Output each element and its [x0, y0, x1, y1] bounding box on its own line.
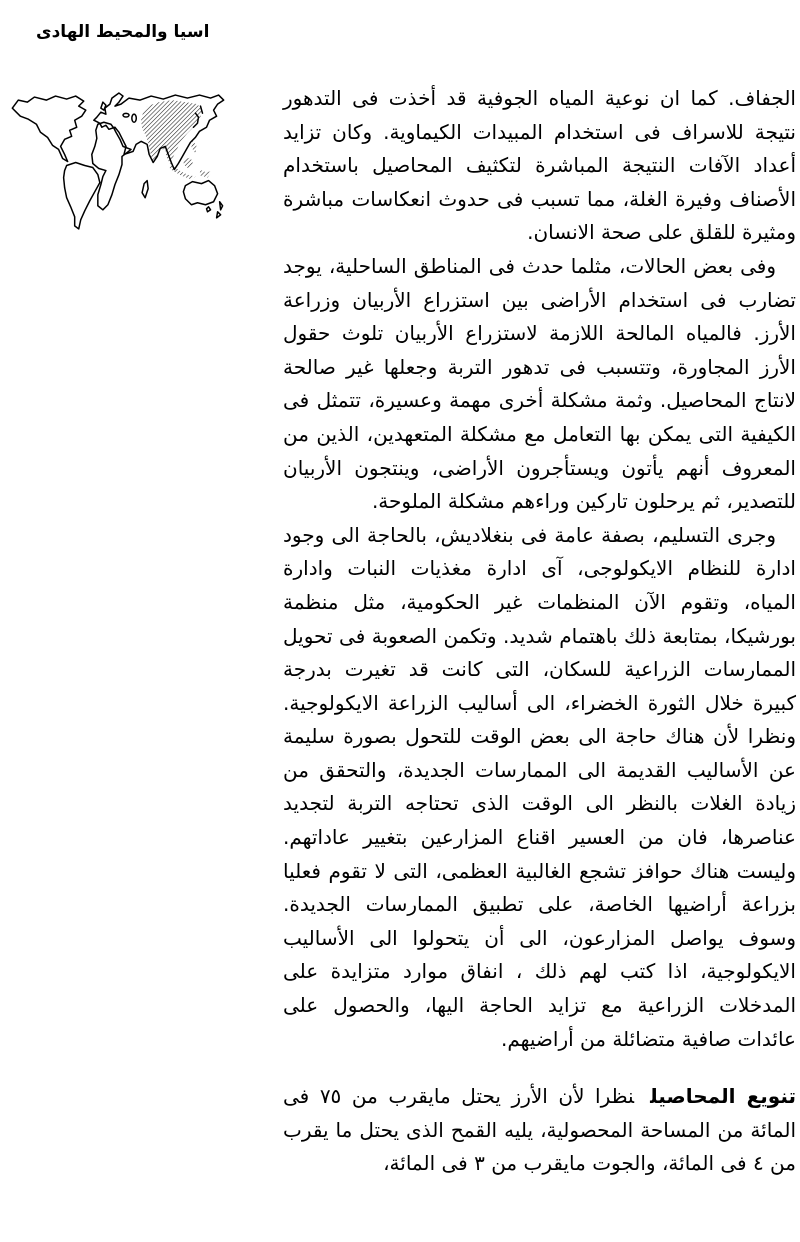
article-body — [283, 82, 796, 1181]
british-isles-outline — [101, 102, 106, 110]
australia-outline — [183, 181, 217, 205]
africa-outline — [92, 122, 131, 210]
paragraph-coastal-land-use: وفى بعض الحالات، مثلما حدث فى المناطق الساحلية، يوجد تضارب فى استخدام الأراضى بين استزراع الأربيان وزراعة الأرز. فالمياه المالحة اللازمة لاستزراع الأربيان تلوث حقول الأرز المجاورة، وتتسبب فى تدهور التربة وجعلها غير صالحة لانتاج المحاصيل. وثمة مشكلة أخرى مهمة وعسيرة، تتمثل فى الكيفية التى يمكن بها التعامل مع مشكلة المتعهدين، الذين من المعروف أنهم يأتون ويستأجرون الأراضى، وينتجون الأربيان للتصدير، ثم يرحلون تاركين وراءهم مشكلة الملوحة. — [283, 253, 796, 514]
new-zealand-outline — [217, 202, 223, 218]
south-america-outline — [64, 162, 100, 228]
section-text: نظرا لأن الأرز يحتل مايقرب من ٧٥ فى المائة من المساحة المحصولية، يليه القمح الذى يحتل ما يقرب من ٤ فى المائة، والجوت مايقرب من ٣ فى المائة، — [283, 1084, 796, 1176]
caspian-sea-outline — [132, 114, 136, 122]
madagascar-outline — [142, 181, 148, 198]
paragraph-ecosystem-management: وجرى التسليم، بصفة عامة فى بنغلاديش، بالحاجة الى وجود ادارة للنظام الايكولوجى، آى ادارة مغذيات النبات وادارة المياه، وتقوم الآن المنظمات غير الحكومية، مثل منظمة بورشيكا، بمتابعة ذلك باهتمام شديد. وتكمن الصعوبة فى تحويل الممارسات الزراعية للسكان، التى كانت قد تغيرت بدرجة كبيرة خلال الثورة الخضراء، الى أساليب الزراعة الايكولوجية. ونظرا لأن هناك حاجة الى بعض الوقت للتحول بصورة سليمة عن الأساليب القديمة الى الممارسات الجديدة، والتحقق من زيادة الغلات بالنظر الى الوقت الذى تحتاجه التربة لتجديد عناصرها، فان من العسير اقناع المزارعين بتغيير عاداتهم. وليست هناك حوافز تشجع الغالبية العظمى، التى لا تقوم فعليا بزراعة أراضيها الخاصة، على تطبيق الممارسات الجديدة. وسوف يواصل المزارعون، الى أن يتحولوا الى الأساليب الايكولوجية، اذا كتب لهم ذلك ، انفاق موارد متزايدة على المدخلات الزراعية مع تزايد الحاجة اليها، والحصول على عائدات صافية متضائلة من أراضيهم. — [283, 522, 796, 1051]
section-heading: تنويع المحاصيل — [650, 1084, 797, 1109]
page-header: اسيا والمحيط الهادى — [36, 22, 210, 42]
section-crop-diversification — [283, 1080, 796, 1181]
world-map-illustration — [8, 86, 240, 242]
black-sea-outline — [123, 113, 129, 117]
paragraph-groundwater: الجفاف. كما ان نوعية المياه الجوفية قد أخذت فى التدهور نتيجة للاسراف فى استخدام المبيدات الكيماوية. وكان تزايد أعداد الآفات النتيجة المباشرة لتكثيف المحاصيل باستخدام الأصناف وفيرة الغلة، مما تسبب فى حدوث انعكاسات مباشرة ومثيرة للقلق على صحة الانسان. — [283, 86, 796, 245]
north-america-outline — [12, 96, 85, 161]
tasmania-outline — [207, 207, 211, 212]
